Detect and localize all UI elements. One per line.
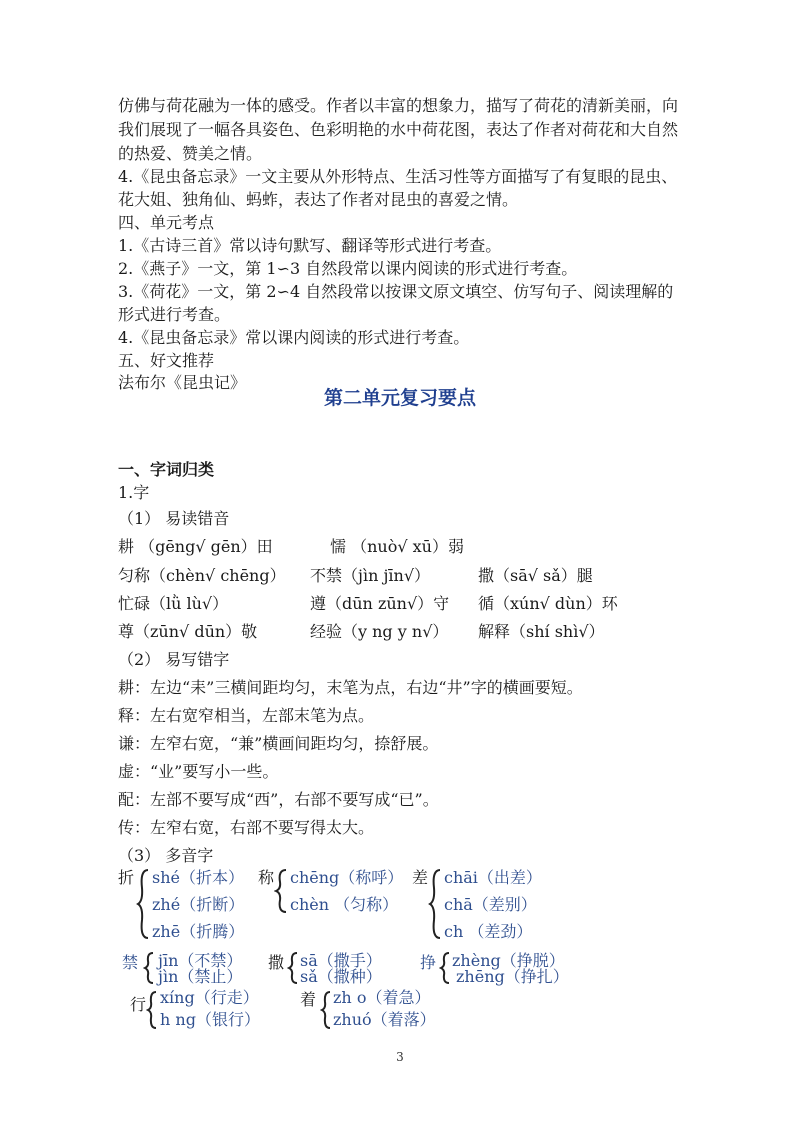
sub-heading-pronunciation: （1） 易读错音 bbox=[118, 509, 230, 528]
brace-icon bbox=[146, 990, 158, 1030]
poly-char-cha: 差 bbox=[412, 868, 429, 887]
pron-item: 懦 （nuò√ xū）弱 bbox=[330, 537, 464, 556]
poly-item: chèn （匀称） bbox=[290, 895, 399, 914]
poly-item: xíng（行走） bbox=[160, 988, 259, 1007]
recommend-book: 法布尔《昆虫记》 bbox=[118, 373, 247, 392]
pron-item: 耕 （gēng√ gēn）田 bbox=[118, 537, 273, 556]
pron-item: 尊（zūn√ dūn）敬 bbox=[118, 622, 258, 641]
poly-char-sa: 撒 bbox=[268, 953, 285, 972]
poly-item: chēng（称呼） bbox=[290, 868, 404, 887]
poly-item: chāi（出差） bbox=[444, 868, 542, 887]
poly-item: jīn（不禁） bbox=[158, 951, 243, 970]
intro-line-3: 的热爱、赞美之情。 bbox=[118, 144, 263, 163]
sub-heading-chars: 1.字 bbox=[118, 483, 150, 502]
exam-point-3-cont: 形式进行考查。 bbox=[118, 305, 231, 324]
pron-item: 不禁（jìn jīn√） bbox=[310, 566, 431, 585]
writing-item: 虚：“业”要写小一些。 bbox=[118, 762, 279, 781]
brace-icon bbox=[143, 951, 155, 985]
pron-item: 遵（dūn zūn√）守 bbox=[310, 594, 450, 613]
poly-item: jìn（禁止） bbox=[158, 967, 243, 986]
section-heading-recommend: 五、好文推荐 bbox=[118, 351, 215, 370]
sub-heading-writing: （2） 易写错字 bbox=[118, 650, 230, 669]
section-heading-words: 一、字词归类 bbox=[118, 460, 215, 479]
unit-title: 第二单元复习要点 bbox=[323, 387, 476, 409]
poly-char-zheng: 挣 bbox=[420, 953, 437, 972]
writing-item: 配：左部不要写成“西”，右部不要写成“已”。 bbox=[118, 790, 439, 809]
poly-item: zh o（着急） bbox=[333, 988, 431, 1007]
exam-point-4: 4.《昆虫备忘录》常以课内阅读的形式进行考查。 bbox=[118, 328, 470, 347]
intro-line-2: 我们展现了一幅各具姿色、色彩明艳的水中荷花图，表达了作者对荷花和大自然 bbox=[118, 120, 679, 139]
brace-icon bbox=[439, 951, 451, 985]
writing-item: 释：左右宽窄相当，左部末笔为点。 bbox=[118, 706, 375, 725]
poly-char-cheng: 称 bbox=[258, 868, 275, 887]
poly-item: zhēng（挣扎） bbox=[456, 967, 569, 986]
brace-icon bbox=[274, 868, 288, 914]
intro-line-4: 4.《昆虫备忘录》一文主要从外形特点、生活习性等方面描写了有复眼的昆虫、 bbox=[118, 167, 678, 186]
poly-item: zhé（折断） bbox=[152, 895, 245, 914]
pron-item: 撒（sā√ sǎ）腿 bbox=[478, 566, 593, 585]
poly-char-zhao: 着 bbox=[300, 990, 317, 1009]
intro-line-5: 花大姐、独角仙、蚂蚱，表达了作者对昆虫的喜爱之情。 bbox=[118, 190, 519, 209]
brace-icon bbox=[428, 868, 442, 940]
poly-item: h ng（银行） bbox=[160, 1010, 260, 1029]
pron-item: 循（xún√ dùn）环 bbox=[478, 594, 618, 613]
poly-item: zhuó（着落） bbox=[333, 1010, 436, 1029]
writing-item: 耕：左边“耒”三横间距均匀，末笔为点，右边“井”字的横画要短。 bbox=[118, 678, 583, 697]
poly-item: chā（差别） bbox=[444, 895, 537, 914]
section-heading-exam: 四、单元考点 bbox=[118, 213, 215, 232]
poly-item: shé（折本） bbox=[152, 868, 244, 887]
poly-char-xing: 行 bbox=[130, 995, 147, 1014]
pron-item: 匀称（chèn√ chēng） bbox=[118, 566, 286, 585]
exam-point-3: 3.《荷花》一文，第 2∽4 自然段常以按课文原文填空、仿写句子、阅读理解的 bbox=[118, 282, 674, 301]
exam-point-1: 1.《古诗三首》常以诗句默写、翻译等形式进行考查。 bbox=[118, 236, 502, 255]
brace-icon bbox=[136, 868, 150, 940]
brace-icon bbox=[287, 951, 299, 985]
writing-item: 谦：左窄右宽，“兼”横画间距均匀，捺舒展。 bbox=[118, 734, 439, 753]
pron-item: 忙碌（lǜ lù√） bbox=[118, 594, 229, 613]
poly-char-jin: 禁 bbox=[122, 953, 139, 972]
sub-heading-polyphonic: （3） 多音字 bbox=[118, 846, 214, 865]
writing-item: 传：左窄右宽，右部不要写得太大。 bbox=[118, 818, 375, 837]
poly-item: ch （差劲） bbox=[444, 922, 533, 941]
intro-line-1: 仿佛与荷花融为一体的感受。作者以丰富的想象力，描写了荷花的清新美丽，向 bbox=[118, 96, 679, 115]
poly-char-zhe: 折 bbox=[118, 868, 135, 887]
pron-item: 解释（shí shì√） bbox=[478, 622, 605, 641]
poly-item: sā（撒手） bbox=[300, 951, 382, 970]
page-number: 3 bbox=[396, 1050, 404, 1064]
poly-item: zhèng（挣脱） bbox=[452, 951, 565, 970]
poly-item: zhē（折腾） bbox=[152, 922, 245, 941]
poly-item: sǎ（撒种） bbox=[300, 967, 382, 986]
pron-item: 经验（y ng y n√） bbox=[310, 622, 449, 641]
exam-point-2: 2.《燕子》一文，第 1∽3 自然段常以课内阅读的形式进行考查。 bbox=[118, 259, 578, 278]
brace-icon bbox=[320, 990, 332, 1030]
